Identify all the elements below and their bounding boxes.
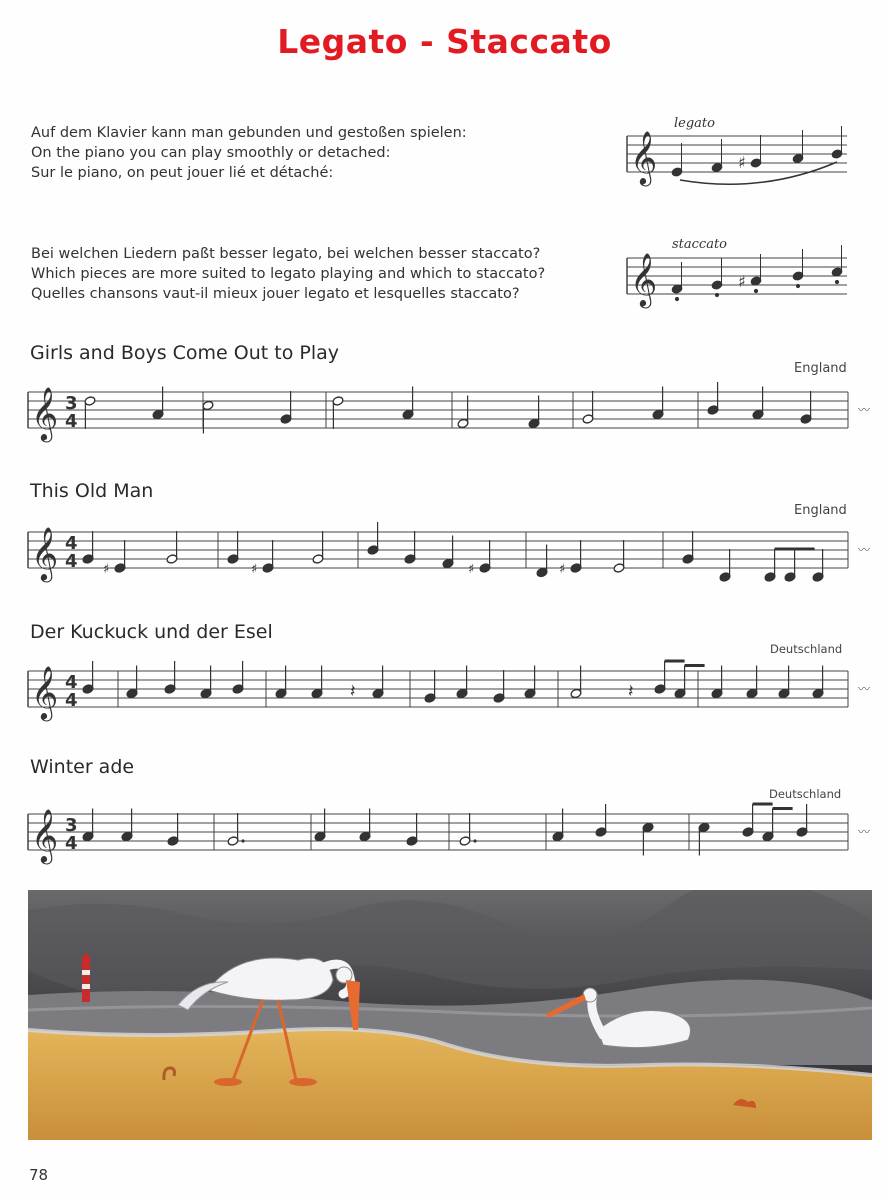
note [311, 666, 323, 699]
time-signature-top: 4 [65, 672, 78, 693]
note [613, 540, 625, 573]
note [796, 804, 808, 837]
treble-clef-icon: 𝄞 [31, 808, 59, 862]
sharp-icon: ♯ [468, 562, 475, 577]
treble-clef-icon: 𝄞 [31, 526, 59, 580]
song-origin: England [794, 361, 847, 376]
time-signature-bottom: 4 [65, 690, 78, 711]
note [84, 396, 96, 429]
note [459, 813, 477, 846]
note [642, 822, 654, 855]
note [202, 400, 214, 433]
intro-text [31, 123, 467, 183]
music-staff-this-old-man [28, 518, 878, 598]
note [402, 387, 414, 420]
note [227, 813, 245, 846]
note [552, 809, 564, 842]
note [595, 804, 607, 837]
note [570, 666, 582, 699]
note [406, 813, 418, 846]
staccato-example [622, 232, 852, 312]
note [424, 670, 436, 703]
intro-line-de: Auf dem Klavier kann man gebunden und gestoßen spielen: [31, 125, 467, 141]
quarter-rest-icon: 𝄽 [628, 681, 634, 702]
time-signature-bottom: 4 [65, 411, 78, 432]
note [582, 391, 594, 424]
note [314, 809, 326, 842]
note [126, 666, 138, 699]
song-title-girls-and-boys: Girls and Boys Come Out to Play [30, 342, 340, 364]
question-line-en: Which pieces are more suited to legato playing and which to staccato? [31, 266, 546, 282]
note [528, 396, 540, 429]
intro-line-fr: Sur le piano, on peut jouer lié et détaché: [31, 165, 334, 181]
treble-clef-icon: 𝄞 [630, 130, 658, 184]
note [227, 531, 239, 564]
note [372, 666, 384, 699]
music-staff-winter-ade [28, 800, 878, 880]
note [778, 666, 790, 699]
song-title-winter-ade: Winter ade [30, 756, 135, 778]
note [367, 522, 379, 555]
svg-text:♯: ♯ [738, 153, 746, 172]
sharp-icon: ♯ [251, 562, 258, 577]
continuation-mark-icon: 〰 [858, 543, 871, 557]
note [164, 661, 176, 694]
continuation-mark-icon: 〰 [858, 682, 871, 696]
note [167, 813, 179, 846]
song-title-der-kuckuck: Der Kuckuck und der Esel [30, 621, 273, 643]
note [698, 822, 710, 855]
song-origin: Deutschland [770, 642, 843, 656]
time-signature-top: 3 [65, 815, 78, 836]
note [82, 531, 94, 564]
time-signature-bottom: 4 [65, 833, 78, 854]
page-number: 78 [29, 1166, 49, 1184]
note [442, 536, 454, 569]
sharp-icon: ♯ [559, 562, 566, 577]
time-signature-bottom: 4 [65, 551, 78, 572]
note [312, 531, 324, 564]
question-line-fr: Quelles chansons vaut-il mieux jouer legato et lesquelles staccato? [31, 286, 520, 302]
page-title: Legato - Staccato [277, 22, 612, 61]
note [456, 666, 468, 699]
note [812, 549, 824, 582]
lighthouse-icon [81, 952, 91, 1002]
intro-line-en: On the piano you can play smoothly or detached: [31, 145, 391, 161]
music-staff-der-kuckuck [28, 657, 878, 737]
note [800, 391, 812, 424]
note [682, 531, 694, 564]
note [707, 382, 719, 415]
note [674, 666, 705, 699]
svg-text:♯: ♯ [738, 272, 746, 291]
legato-label: legato [674, 116, 715, 131]
note [82, 809, 94, 842]
song-origin: Deutschland [769, 787, 842, 801]
note [82, 661, 94, 694]
song-origin: England [794, 503, 847, 518]
note [359, 809, 371, 842]
time-signature-top: 4 [65, 533, 78, 554]
note [746, 666, 758, 699]
legato-example [622, 110, 852, 190]
note [275, 666, 287, 699]
staccato-label: staccato [672, 237, 728, 252]
treble-clef-icon: 𝄞 [31, 386, 59, 440]
note [493, 670, 505, 703]
note [280, 391, 292, 424]
treble-clef-icon: 𝄞 [31, 665, 59, 719]
quarter-rest-icon: 𝄽 [350, 681, 356, 702]
note [812, 666, 824, 699]
continuation-mark-icon: 〰 [858, 825, 871, 839]
illustration-storks-at-sea [28, 890, 872, 1140]
note [232, 661, 244, 694]
note [719, 549, 731, 582]
question-line-de: Bei welchen Liedern paßt besser legato, bei welchen besser staccato? [31, 246, 541, 262]
note [524, 666, 536, 699]
song-title-this-old-man: This Old Man [30, 480, 154, 502]
note [652, 387, 664, 420]
note [152, 387, 164, 420]
note [404, 531, 416, 564]
note [536, 545, 548, 578]
note [711, 666, 723, 699]
note [121, 809, 133, 842]
continuation-mark-icon: 〰 [858, 403, 871, 417]
sharp-icon: ♯ [103, 562, 110, 577]
note [166, 531, 178, 564]
question-text [31, 244, 545, 304]
note [200, 666, 212, 699]
note [457, 396, 469, 429]
note [752, 387, 764, 420]
note [784, 549, 815, 582]
note [332, 396, 344, 429]
treble-clef-icon: 𝄞 [630, 252, 658, 306]
note [762, 809, 793, 842]
music-staff-girls-and-boys [28, 378, 878, 458]
time-signature-top: 3 [65, 393, 78, 414]
